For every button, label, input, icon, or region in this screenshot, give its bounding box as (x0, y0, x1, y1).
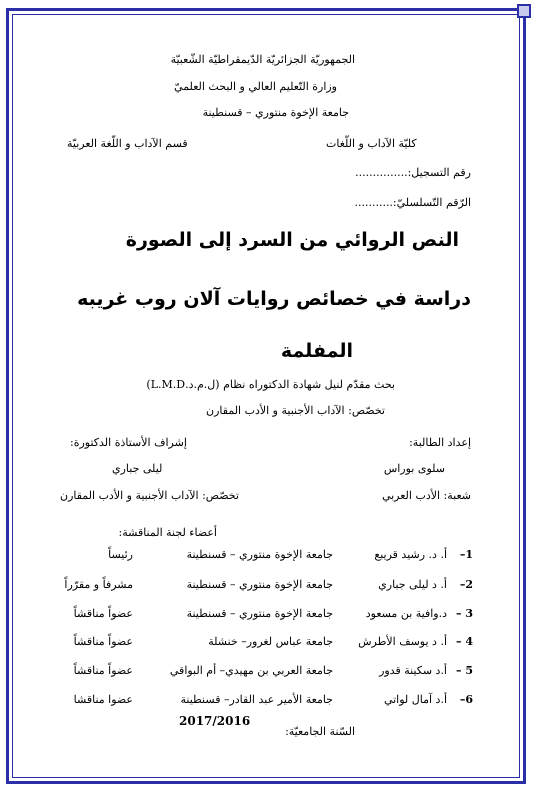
thesis-title-line1: النص الروائي من السرد إلى الصورة (125, 229, 459, 251)
student-label: إعداد الطالبة: (409, 436, 471, 449)
thesis-title-line2: دراسة في خصائص روايات آلان روب غريبه (77, 288, 471, 310)
committee-label: أعضاء لجنة المناقشة: (118, 526, 217, 539)
member-role: عضواً مناقشاً (73, 607, 133, 620)
member-role: رئيساً (108, 548, 133, 561)
member-number: 1– (459, 548, 473, 561)
member-university: جامعة الأمير عبد القادر– قسنطينة (180, 693, 333, 706)
registration-number: رقم التسجيل:............... (355, 166, 471, 179)
member-number: 4 – (456, 635, 473, 648)
supervisor-specialty: تخصّص: الآداب الأجنبية و الأدب المقارن (60, 489, 239, 502)
supervisor-label: إشراف الأستاذة الدكتورة: (70, 436, 187, 449)
member-university: جامعة الإخوة منتوري – قسنطينة (186, 548, 333, 561)
ministry-name: وزارة التّعليم العالي و البحث العلميّ (174, 80, 337, 93)
thesis-specialty: تخصّص: الآداب الأجنبية و الأدب المقارن (206, 404, 385, 417)
thesis-purpose: بحث مقدّم لنيل شهادة الدكتوراه نظام (ل.م.د.L.M.D) (146, 378, 395, 391)
committee-member (53, 578, 473, 596)
department-name: قسم الآداب و اللّغة العربيّة (67, 137, 188, 150)
member-name: أ. د. رشيد قريبع (374, 548, 447, 561)
student-branch: شعبة: الأدب العربي (381, 489, 471, 502)
academic-year-value: 2017/2016 (179, 714, 251, 728)
thesis-title-line3: المفلمة (280, 340, 353, 362)
member-university: جامعة عباس لغرور– خنشلة (208, 635, 333, 648)
member-number: 3 – (456, 607, 473, 620)
member-role: مشرفاً و مقرّراً (64, 578, 133, 591)
serial-number: الرّقم التّسلسليّ:........... (354, 196, 471, 209)
committee-member (53, 664, 473, 682)
member-name: أ.د آمال لواتي (383, 693, 447, 706)
member-role: عضواً مناقشاً (73, 635, 133, 648)
member-name: أ. د يوسف الأطرش (358, 635, 447, 648)
member-number: 6– (459, 693, 473, 706)
faculty-name: كليّة الآداب و اللّغات (326, 137, 417, 150)
member-university: جامعة الإخوة منتوري – قسنطينة (186, 578, 333, 591)
member-name: أ. د ليلى جباري (378, 578, 447, 591)
member-university: جامعة العربي بن مهيدي– أم البواقي (169, 664, 333, 677)
member-name: أ.د سكينة قدور (379, 664, 447, 677)
supervisor-name: ليلى جباري (112, 462, 163, 475)
member-number: 5 – (456, 664, 473, 677)
committee-member (53, 635, 473, 653)
committee-member (53, 693, 473, 711)
member-number: 2– (459, 578, 473, 591)
committee-member (53, 548, 473, 566)
student-name: سلوى بوراس (383, 462, 445, 475)
university-name: جامعة الإخوة منتوري – قسنطينة (202, 106, 349, 119)
member-role: عضوا مناقشا (73, 693, 133, 706)
member-role: عضواً مناقشاً (73, 664, 133, 677)
committee-member (53, 607, 473, 625)
republic-name: الجمهوريّة الجزائريّة الدّيمقراطيّة الشّعبيّة (170, 53, 355, 66)
member-university: جامعة الإخوة منتوري – قسنطينة (186, 607, 333, 620)
member-name: د.وافية بن مسعود (365, 607, 447, 620)
academic-year-label: السّنة الجامعيّة: (285, 725, 355, 738)
